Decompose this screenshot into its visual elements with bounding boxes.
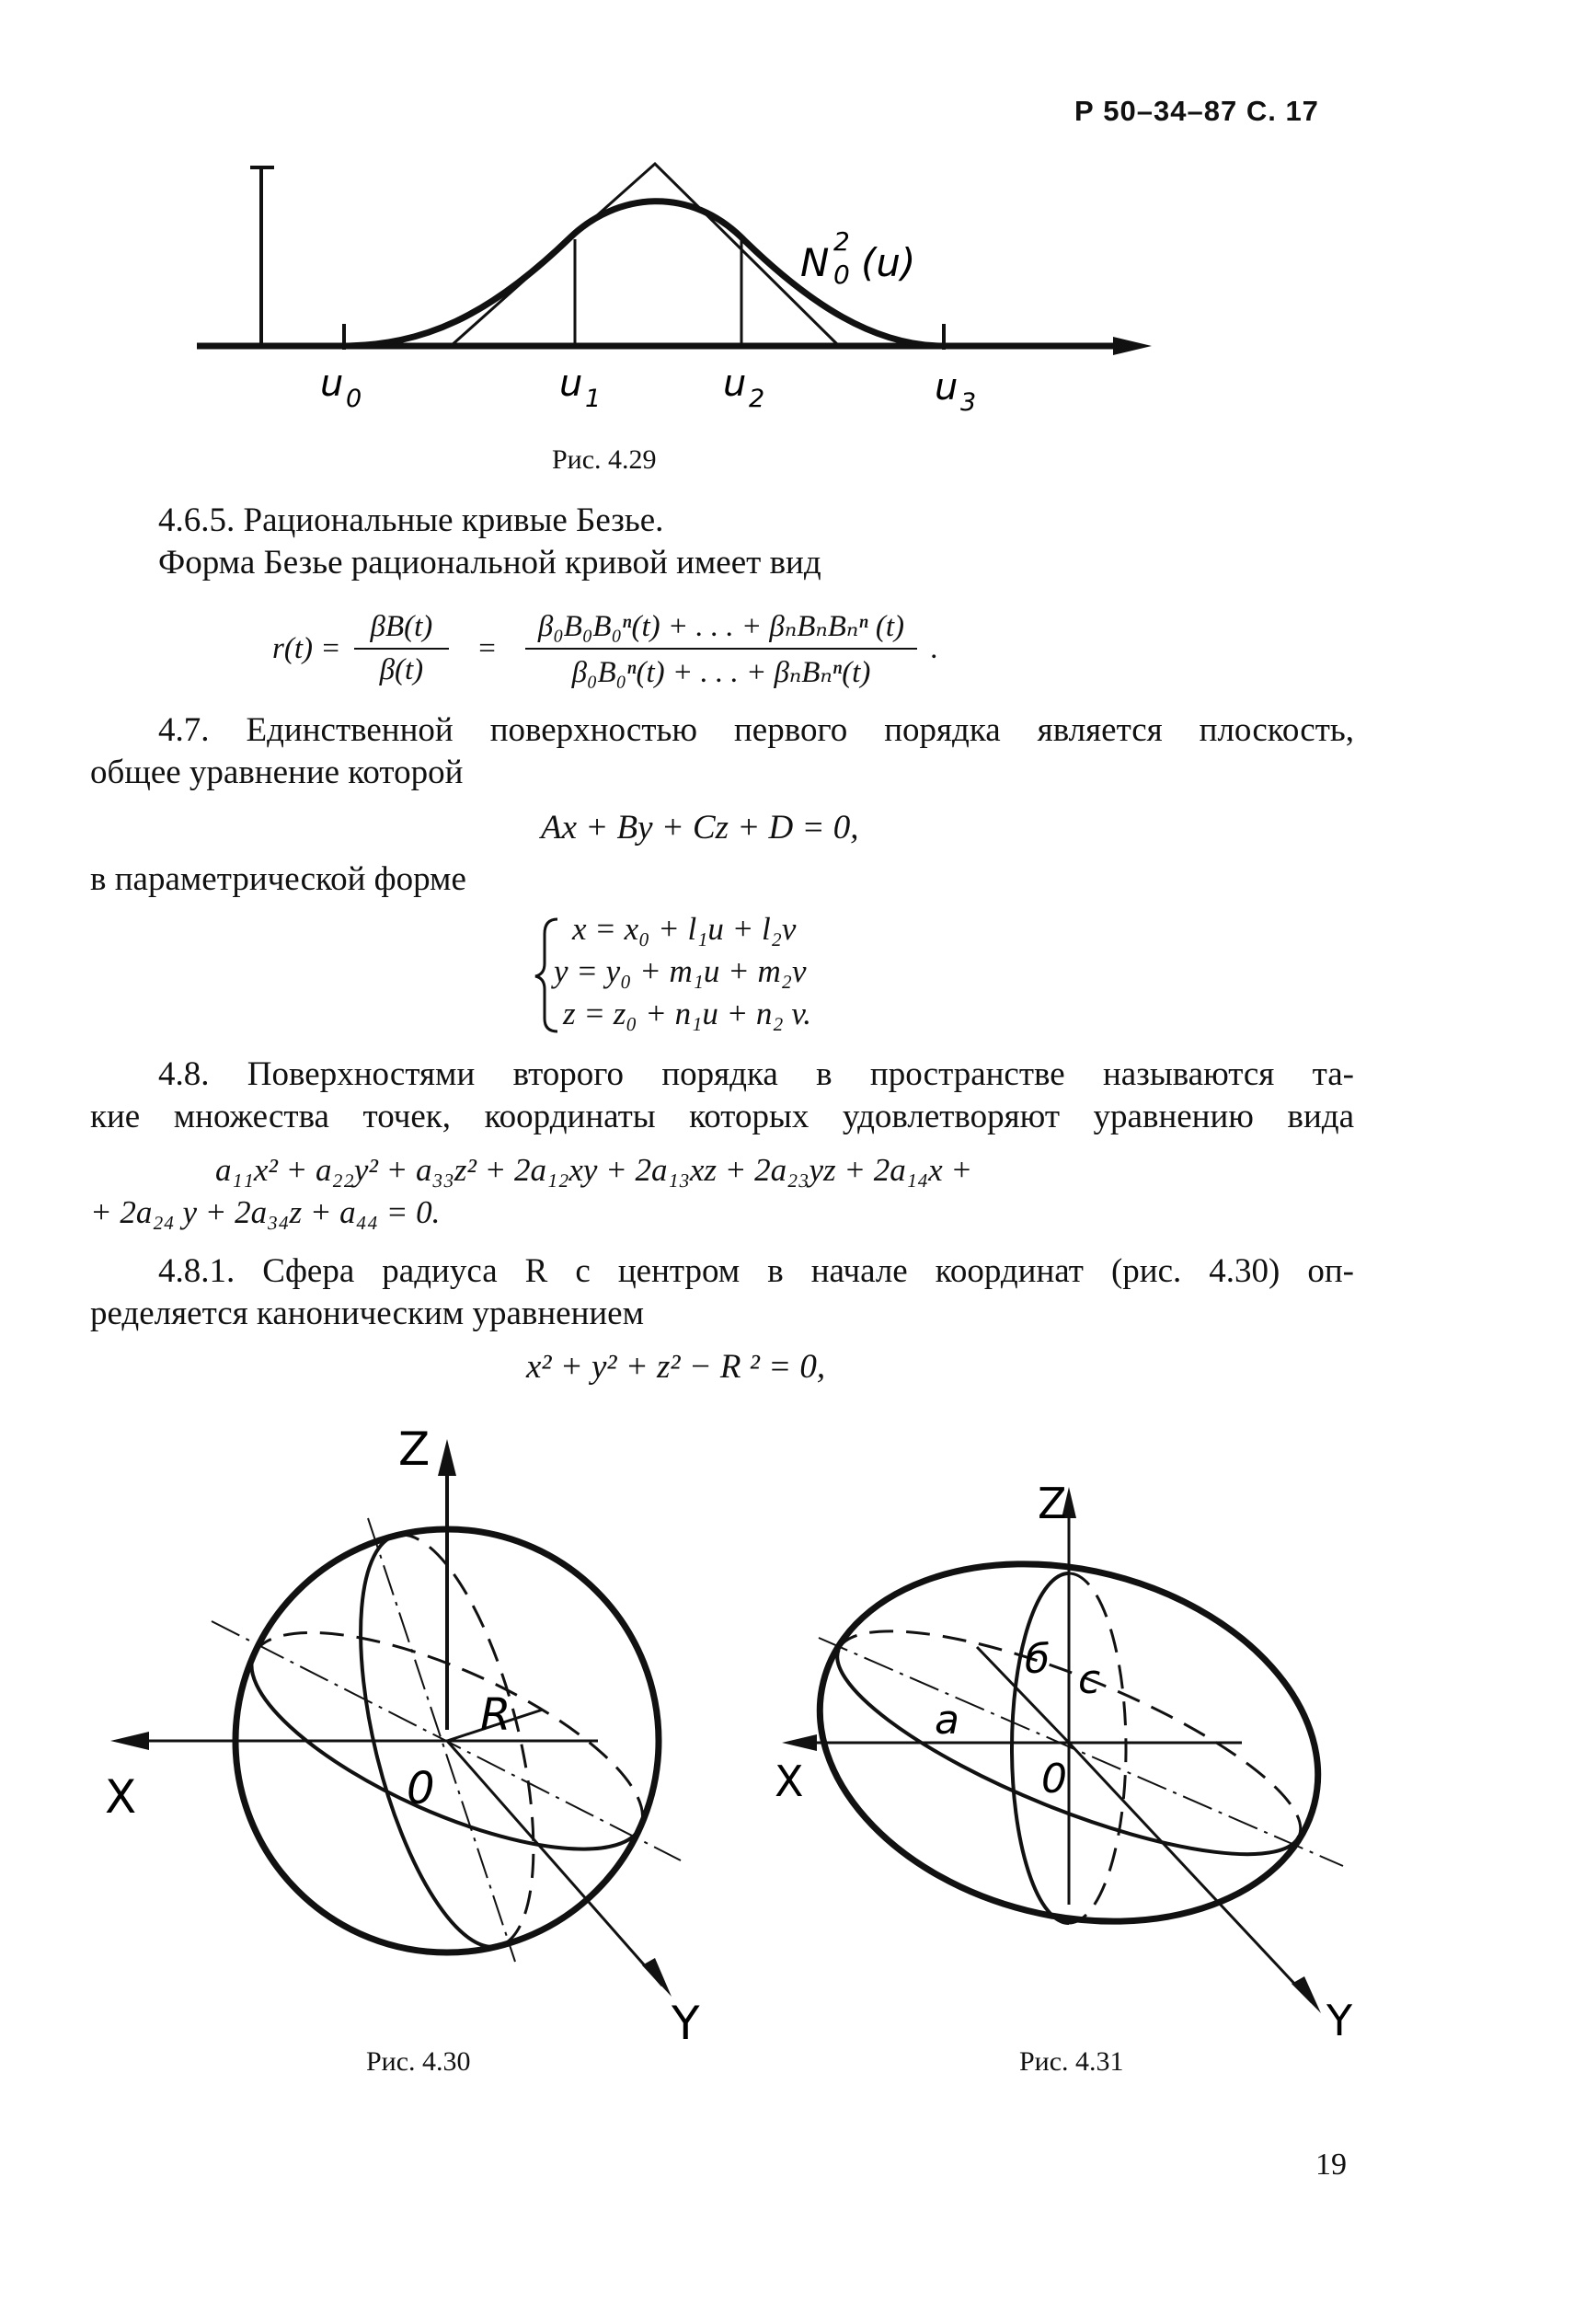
knot-label-u3: u [935, 366, 959, 409]
knot-sub-2: 2 [749, 385, 765, 413]
semi-axis-b-label: б [1025, 1636, 1051, 1683]
curve-label-N: N [800, 240, 830, 285]
formula-bezier: r(t) = $\frac{\beta B(t)}{\beta(t)}$ = $\frac{\text{β₀B₀B₀ⁿ(t) + . . . + βₙBₙBₙⁿ (t)}}{\text{β₀B₀ⁿ(t) + . . . + βₙBₙⁿ(t)}}$ . [272, 607, 937, 690]
section-4-6-5-text: Форма Безье рациональной кривой имеет вид [158, 544, 821, 582]
figure-4-31-ellipsoid [764, 1472, 1371, 2043]
knot-sub-0: 0 [346, 385, 362, 413]
semi-axis-c-label: c [1078, 1656, 1101, 1703]
page-number: 19 [1315, 2148, 1347, 2182]
section-4-7-param: в параметрической форме [90, 860, 466, 898]
figure-4-29 [184, 156, 1177, 451]
section-4-8-text: кие множества точек, координаты которых удовлетворяют уравнению вида [90, 1098, 1354, 1135]
knot-sub-3: 3 [960, 388, 977, 417]
bezier-frac-1 [354, 610, 450, 687]
bezier-den-1: β(t) [379, 653, 424, 686]
section-4-8-1: 4.8.1. Сфера радиуса R с центром в начале координат (рис. 4.30) оп- [158, 1252, 1354, 1290]
formula-plane: Ax + By + Cz + D = 0, [541, 809, 859, 847]
section-4-7: 4.7. Единственной поверхностью первого порядка является плоскость, [158, 711, 1354, 749]
axis-y-label: Y [672, 1997, 700, 2050]
origin-label: 0 [407, 1763, 435, 1814]
axis-z-label: Z [1038, 1479, 1067, 1528]
page-header: Р 50–34–87 С. 17 [1074, 95, 1319, 127]
formula-param-x: x = x₀ + l₁u + l₂v [572, 911, 797, 947]
formula-param-z: z = z₀ + n₁u + n₂ v. [563, 996, 812, 1031]
axis-x-label: X [775, 1756, 804, 1806]
bezier-lhs: r(t) = [272, 631, 341, 665]
caption-4-30: Рис. 4.30 [366, 2046, 471, 2077]
section-4-6-5: 4.6.5. Рациональные кривые Безье. [158, 501, 664, 539]
figure-4-30-sphere [83, 1417, 745, 2052]
bezier-num-1: βB(t) [354, 610, 450, 650]
formula-quadric-2: + 2a₂₄ y + 2a₃₄z + a₄₄ = 0. [90, 1194, 441, 1230]
formula-sphere: x² + y² + z² − R ² = 0, [526, 1348, 826, 1386]
curve-label-sub: 0 [833, 259, 850, 290]
semi-axis-a-label: a [935, 1697, 959, 1744]
radius-label: R [480, 1689, 511, 1741]
formula-param-y: y = y₀ + m₁u + m₂v [554, 953, 807, 989]
caption-4-31: Рис. 4.31 [1019, 2046, 1124, 2077]
curve-label-sup: 2 [833, 226, 850, 257]
axis-x-label: X [105, 1770, 137, 1824]
axis-z-label: Z [398, 1422, 431, 1476]
caption-4-29: Рис. 4.29 [552, 444, 657, 475]
axis-y-label: Y [1326, 1996, 1353, 2043]
section-4-7-text: общее уравнение которой [90, 754, 464, 791]
knot-label-u1: u [559, 363, 583, 405]
bezier-frac-2 [525, 607, 917, 690]
bezier-num-2: β₀B₀B₀ⁿ(t) + . . . + βₙBₙBₙⁿ (t) [525, 607, 917, 650]
section-4-8: 4.8. Поверхностями второго порядка в пространстве называются та- [158, 1055, 1354, 1093]
bezier-den-2: β₀B₀ⁿ(t) + . . . + βₙBₙⁿ(t) [571, 656, 871, 689]
curve-label-arg: (u) [861, 240, 916, 285]
origin-label: 0 [1041, 1756, 1067, 1802]
section-4-8-1-text: ределяется каноническим уравнением [90, 1295, 645, 1332]
knot-label-u0: u [320, 363, 344, 405]
formula-quadric-1: a₁₁x² + a₂₂y² + a₃₃z² + 2a₁₂xy + 2a₁₃xz + 2a₂₃yz + 2a₁₄x + [215, 1152, 973, 1188]
knot-sub-1: 1 [585, 385, 602, 413]
knot-label-u2: u [723, 363, 747, 405]
